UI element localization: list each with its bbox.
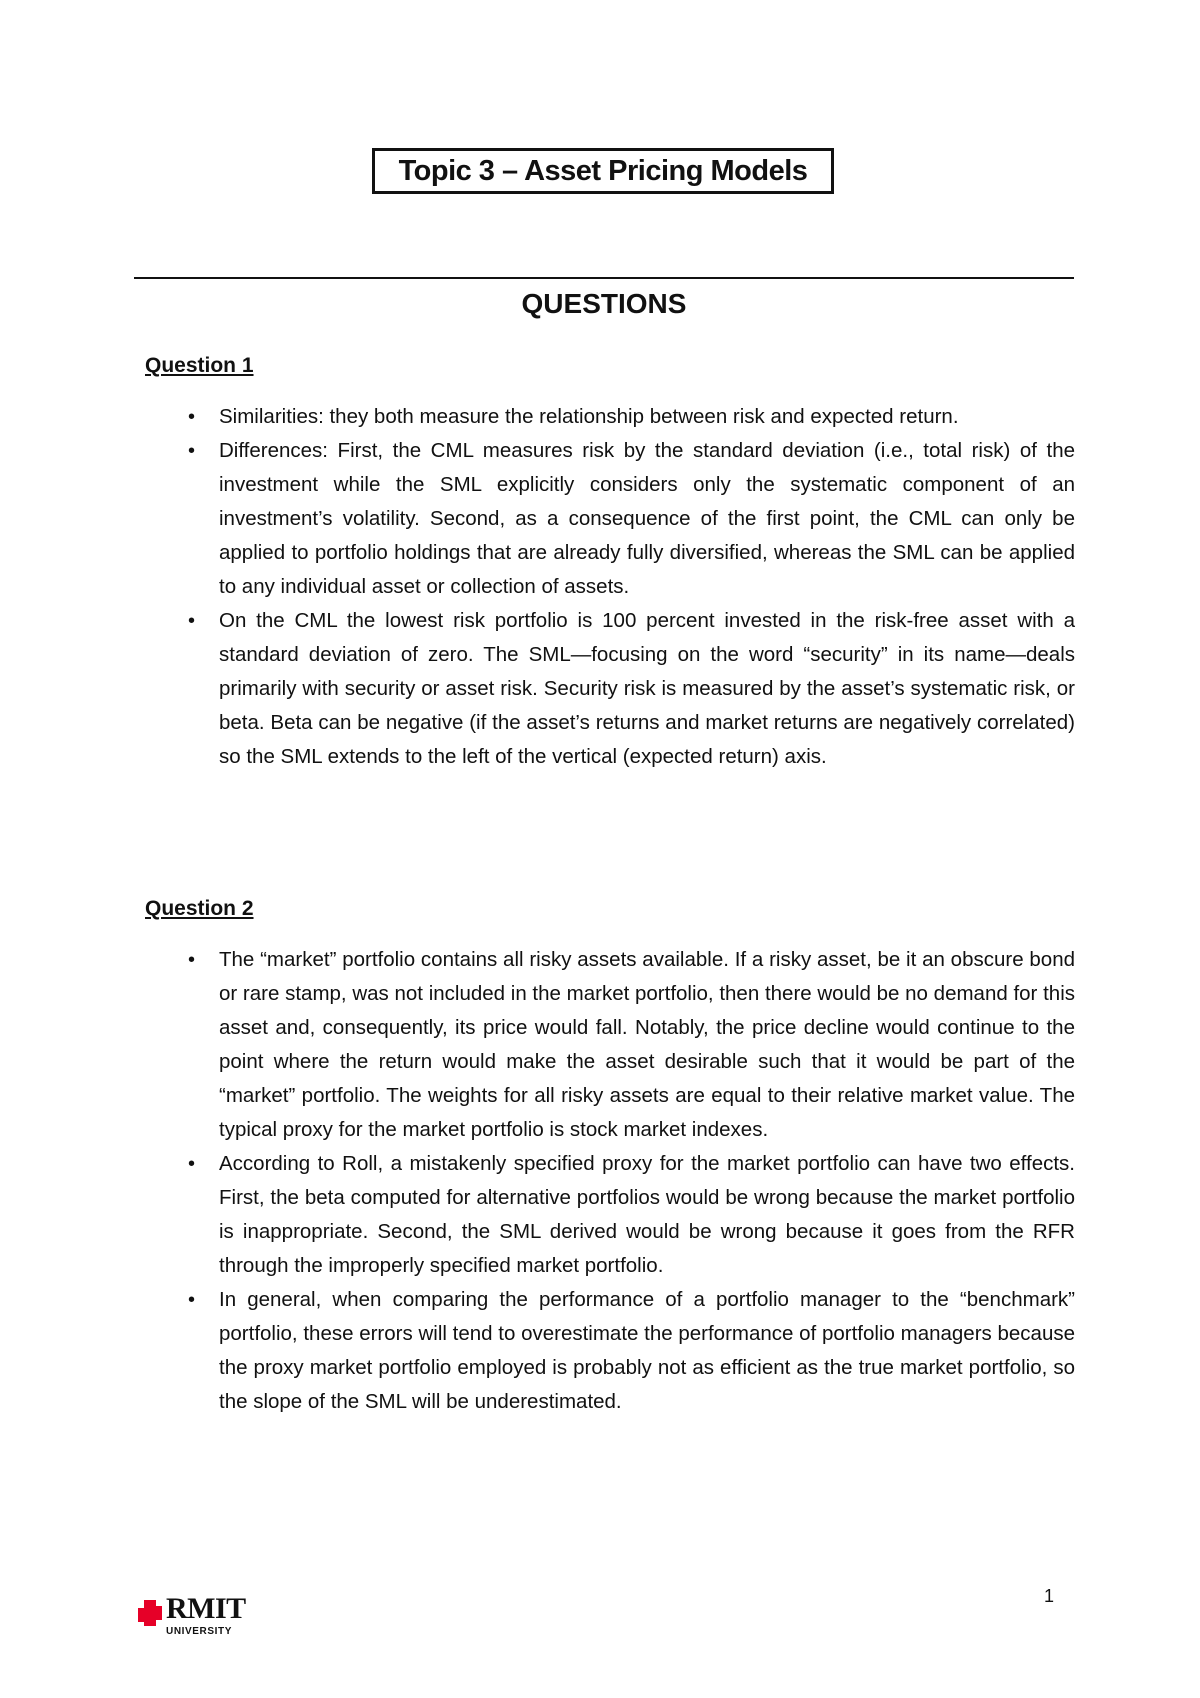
question-1-heading: Question 1 xyxy=(145,354,254,377)
section-heading: QUESTIONS xyxy=(521,288,687,319)
list-item xyxy=(145,1283,1075,1419)
list-item xyxy=(145,1147,1075,1283)
list-item xyxy=(145,400,1075,434)
list-item xyxy=(145,604,1075,774)
question-2-block xyxy=(145,894,1075,1419)
question-2-heading: Question 2 xyxy=(145,897,254,920)
logo-word: RMIT xyxy=(166,1592,246,1625)
bullet-icon: • xyxy=(188,610,196,632)
question-1-block xyxy=(145,351,1075,774)
bullet-text: In general, when comparing the performance of a portfolio manager to the “benchmark” portfolio, these errors will tend to overestimate the performance of portfolio managers because the proxy market portfolio employed is probably not as efficient as the true market portfolio, so the slope of the SML will be underestimated. xyxy=(219,1288,1075,1413)
bullet-icon: • xyxy=(188,406,196,428)
list-item xyxy=(145,434,1075,604)
bullet-text: According to Roll, a mistakenly specified proxy for the market portfolio can have two effects. First, the beta computed for alternative portfolios would be wrong because the market portfolio is inappropriate. Second, the SML derived would be wrong because it goes from the RFR through the improperly specified market portfolio. xyxy=(219,1152,1075,1277)
bullet-icon: • xyxy=(188,1153,196,1175)
horizontal-rule xyxy=(134,277,1074,279)
bullet-text: Differences: First, the CML measures risk by the standard deviation (i.e., total risk) of the investment while the SML explicitly considers only the systematic component of an investment’s volatility. Second, as a consequence of the first point, the CML can only be applied to portfolio holdings that are already fully diversified, whereas the SML can be applied to any individual asset or collection of assets. xyxy=(219,439,1075,598)
question-1-bullet-list xyxy=(145,400,1075,774)
document-title: Topic 3 – Asset Pricing Models xyxy=(372,148,834,194)
page-number: 1 xyxy=(1044,1586,1055,1606)
bullet-text: The “market” portfolio contains all risky assets available. If a risky asset, be it an obscure bond or rare stamp, was not included in the market portfolio, then there would be no demand for this asset and, consequently, its price would fall. Notably, the price decline would continue to the point where the return would make the asset desirable such that it would be part of the “market” portfolio. The weights for all risky assets are equal to their relative market value. The typical proxy for the market portfolio is stock market indexes. xyxy=(219,948,1075,1141)
list-item xyxy=(145,943,1075,1147)
logo-subtitle: UNIVERSITY xyxy=(166,1626,233,1637)
question-2-bullet-list xyxy=(145,943,1075,1419)
rmit-pixel-mark-icon xyxy=(138,1600,168,1630)
bullet-icon: • xyxy=(188,949,196,971)
bullet-text: Similarities: they both measure the relationship between risk and expected return. xyxy=(219,405,959,428)
bullet-icon: • xyxy=(188,1289,196,1311)
bullet-text: On the CML the lowest risk portfolio is 100 percent invested in the risk-free asset with a standard deviation of zero. The SML—focusing on the word “security” in its name—deals primarily with security or asset risk. Security risk is measured by the asset’s systematic risk, or beta. Beta can be negative (if the asset’s returns and market returns are negatively correlated) so the SML extends to the left of the vertical (expected return) axis. xyxy=(219,609,1075,768)
bullet-icon: • xyxy=(188,440,196,462)
rmit-logo xyxy=(138,1592,258,1640)
